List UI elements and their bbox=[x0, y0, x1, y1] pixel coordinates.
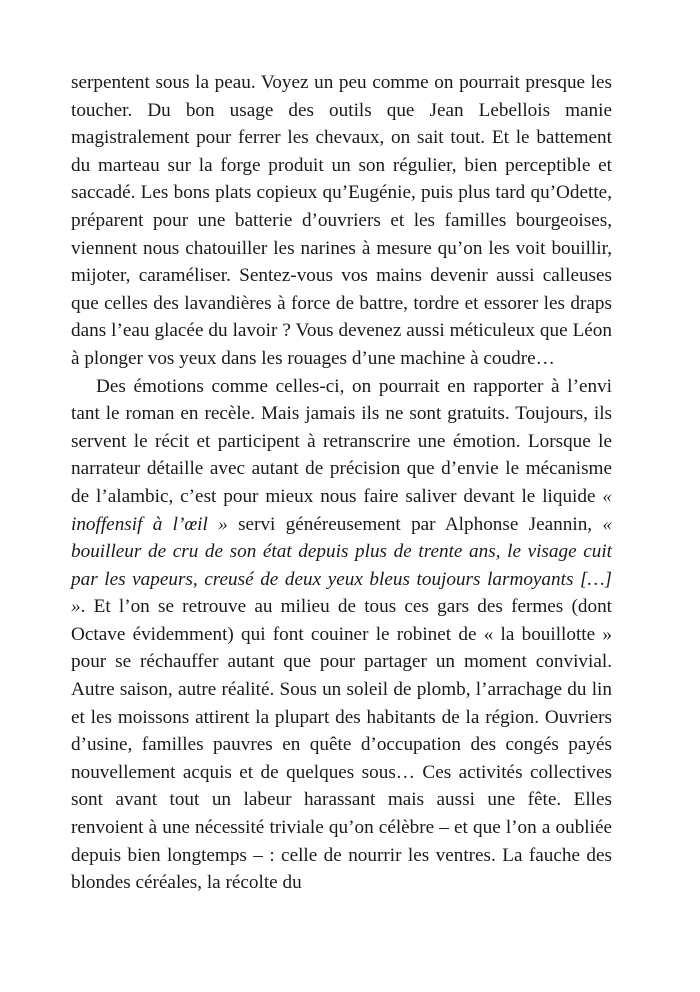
paragraph-text: servi généreusement par Alphonse Jeannin, bbox=[227, 513, 603, 535]
italic-quote: « inoffensif à l’œil » bbox=[71, 485, 612, 535]
paragraph-text: Des émotions comme celles-ci, on pourrait en rapporter à l’envi tant le roman en recèle. Mais jamais ils ne sont gratuits. Toujours, ils servent le récit et participent à retranscrire une émotion. Lorsque le narrateur détaille avec autant de précision que d’envie le mécanisme de l’alambic, c’est pour mieux nous faire saliver devant le liquide bbox=[71, 375, 612, 507]
page-body bbox=[71, 69, 612, 897]
paragraph-continued: serpentent sous la peau. Voyez un peu comme on pourrait presque les toucher. Du bon usage des outils que Jean Lebellois manie magistralement pour ferrer les chevaux, on sait tout. Et le battement du marteau sur la forge produit un son régulier, bien perceptible et saccadé. Les bons plats copieux qu’Eugénie, puis plus tard qu’Odette, préparent pour une batterie d’ouvriers et les familles bourgeoises, viennent nous chatouiller les narines à mesure qu’on les voit bouillir, mijoter, caraméliser. Sentez-vous vos mains devenir aussi calleuses que celles des lavandières à force de battre, tordre et essorer les draps dans l’eau glacée du lavoir ? Vous devenez aussi méticuleux que Léon à plonger vos yeux dans les rouages d’une machine à coudre… bbox=[71, 72, 612, 369]
paragraph-text: . Et l’on se retrouve au milieu de tous ces gars des fermes (dont Octave évidemment) qui font couiner le robinet de « la bouillotte » pour se réchauffer autant que pour partager un moment convivial. Autre saison, autre réalité. Sous un soleil de plomb, l’arrachage du lin et les moissons attirent la plupart des habitants de la région. Ouvriers d’usine, familles pauvres en quête d’occupation des congés payés nouvellement acquis et de quelques sous… Ces activités collectives sont avant tout un labeur harassant mais aussi une fête. Elles renvoient à une nécessité triviale qu’on célèbre – et que l’on a oubliée depuis bien longtemps – : celle de nourrir les ventres. La fauche des blondes céréales, la récolte du bbox=[71, 596, 612, 894]
italic-quote: « bouilleur de cru de son état depuis plus de trente ans, le visage cuit par les vapeurs, creusé de deux yeux bleus toujours larmoyants […] » bbox=[71, 513, 613, 618]
paragraph bbox=[71, 373, 612, 897]
